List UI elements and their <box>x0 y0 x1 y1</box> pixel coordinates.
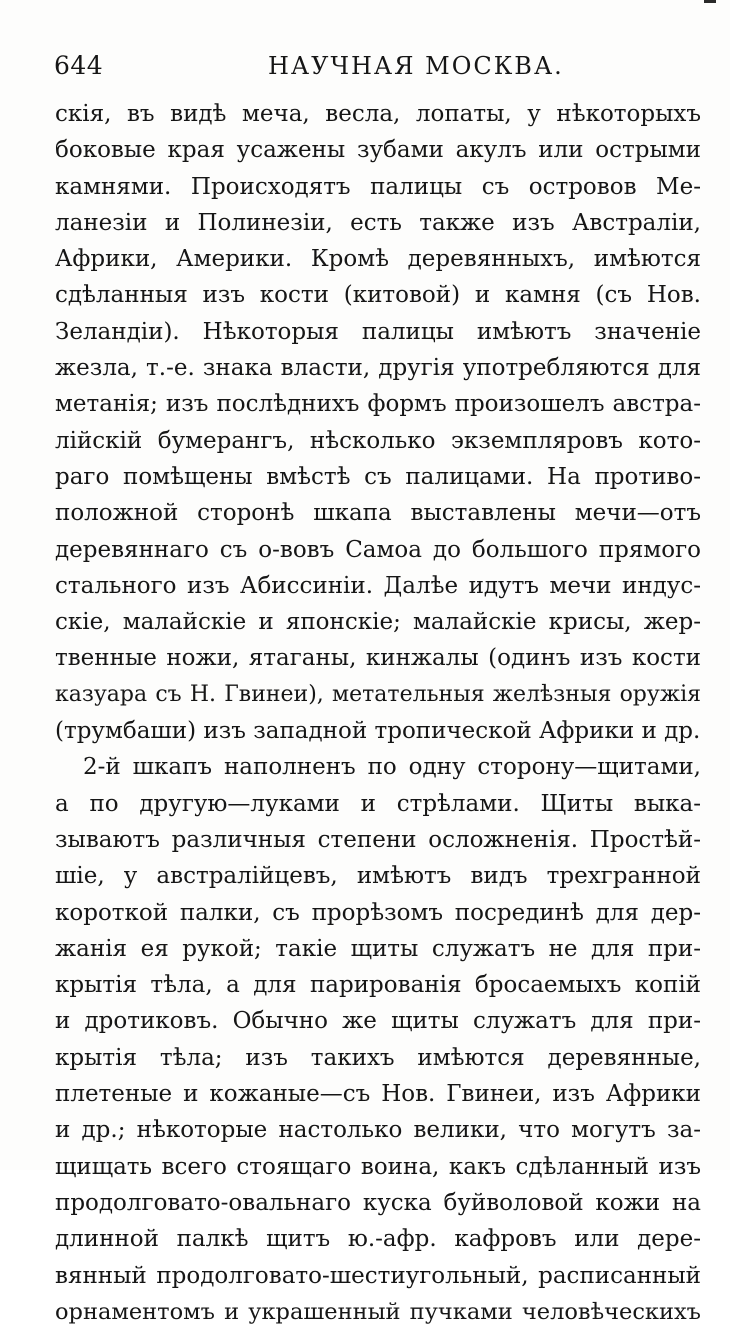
text-line: крытія тѣла, а для парированія бросаемыхъ копій <box>55 972 701 999</box>
text-line: ланезіи и Полинезіи, есть также изъ Австраліи, <box>55 209 701 236</box>
text-line: шіе, у австралійцевъ, имѣютъ видъ трехгранной <box>55 863 701 890</box>
text-line: скія, въ видѣ меча, весла, лопаты, у нѣкоторыхъ <box>55 101 701 127</box>
paragraph-start-line: 2-й шкапъ наполненъ по одну сторону—щитами, <box>83 754 701 781</box>
text-line: щищать всего стоящаго воина, какъ сдѣланный изъ <box>55 1153 701 1180</box>
text-line: метанія; изъ послѣднихъ формъ произошелъ австра- <box>55 391 701 418</box>
text-line: скіе, малайскіе и японскіе; малайскіе крисы, жер- <box>55 609 701 636</box>
text-line: крытія тѣла; изъ такихъ имѣются деревянные, <box>55 1044 701 1071</box>
text-line: камнями. Происходятъ палицы съ островов Ме- <box>55 173 701 200</box>
text-line: орнаментомъ и украшенный пучками человѣческихъ <box>55 1298 701 1325</box>
text-line: боковые края усажены зубами акулъ или острыми <box>55 137 701 164</box>
text-line: плетеные и кожаные—съ Нов. Гвинеи, изъ Африки <box>55 1081 701 1108</box>
text-line: казуара съ Н. Гвинеи), метательныя желѣзныя оружія <box>55 681 701 707</box>
body-text <box>55 96 701 1330</box>
text-line: короткой палки, съ прорѣзомъ посрединѣ для дер- <box>55 899 701 926</box>
text-line: раго помѣщены вмѣстѣ съ палицами. На противо- <box>55 463 701 490</box>
page-number: 644 <box>54 51 104 80</box>
running-title: НАУЧНАЯ МОСКВА. <box>268 52 564 80</box>
text-line: Зеландіи). Нѣкоторыя палицы имѣютъ значеніе <box>55 318 701 345</box>
scan-edge-mark <box>704 0 716 3</box>
text-line: вянный продолговато-шестиугольный, расписанный <box>55 1262 701 1289</box>
text-line: а по другую—луками и стрѣлами. Щиты выка- <box>55 790 701 817</box>
text-line: Африки, Америки. Кромѣ деревянныхъ, имѣются <box>55 246 701 273</box>
text-line: зываютъ различныя степени осложненія. Простѣй- <box>55 826 701 853</box>
text-line: длинной палкѣ щитъ ю.-афр. кафровъ или дере- <box>55 1226 701 1253</box>
text-line: сдѣланныя изъ кости (китовой) и камня (съ Нов. <box>55 282 701 309</box>
text-line: твенные ножи, ятаганы, кинжалы (одинъ изъ кости <box>55 645 701 672</box>
text-line: стального изъ Абиссиніи. Далѣе идутъ мечи индус- <box>55 572 701 599</box>
text-line: продолговато-овальнаго куска буйволовой кожи на <box>55 1189 701 1216</box>
text-line: жанія ея рукой; такіе щиты служатъ не для при- <box>55 935 701 962</box>
text-line: лійскій бумерангъ, нѣсколько экземпляровъ кото- <box>55 427 701 454</box>
text-line: положной сторонѣ шкапа выставлены мечи—отъ <box>55 500 701 527</box>
text-line: и др.; нѣкоторые настолько велики, что могутъ за- <box>55 1117 701 1144</box>
text-line: деревяннаго съ о-вовъ Самоа до большого прямого <box>55 536 701 563</box>
paragraph-end-line: (трумбаши) изъ западной тропической Африки и др. <box>55 718 701 745</box>
page-header <box>54 49 700 83</box>
text-line: и дротиковъ. Обычно же щиты служатъ для при- <box>55 1008 701 1035</box>
text-line: жезла, т.-е. знака власти, другія употребляются для <box>55 355 701 382</box>
